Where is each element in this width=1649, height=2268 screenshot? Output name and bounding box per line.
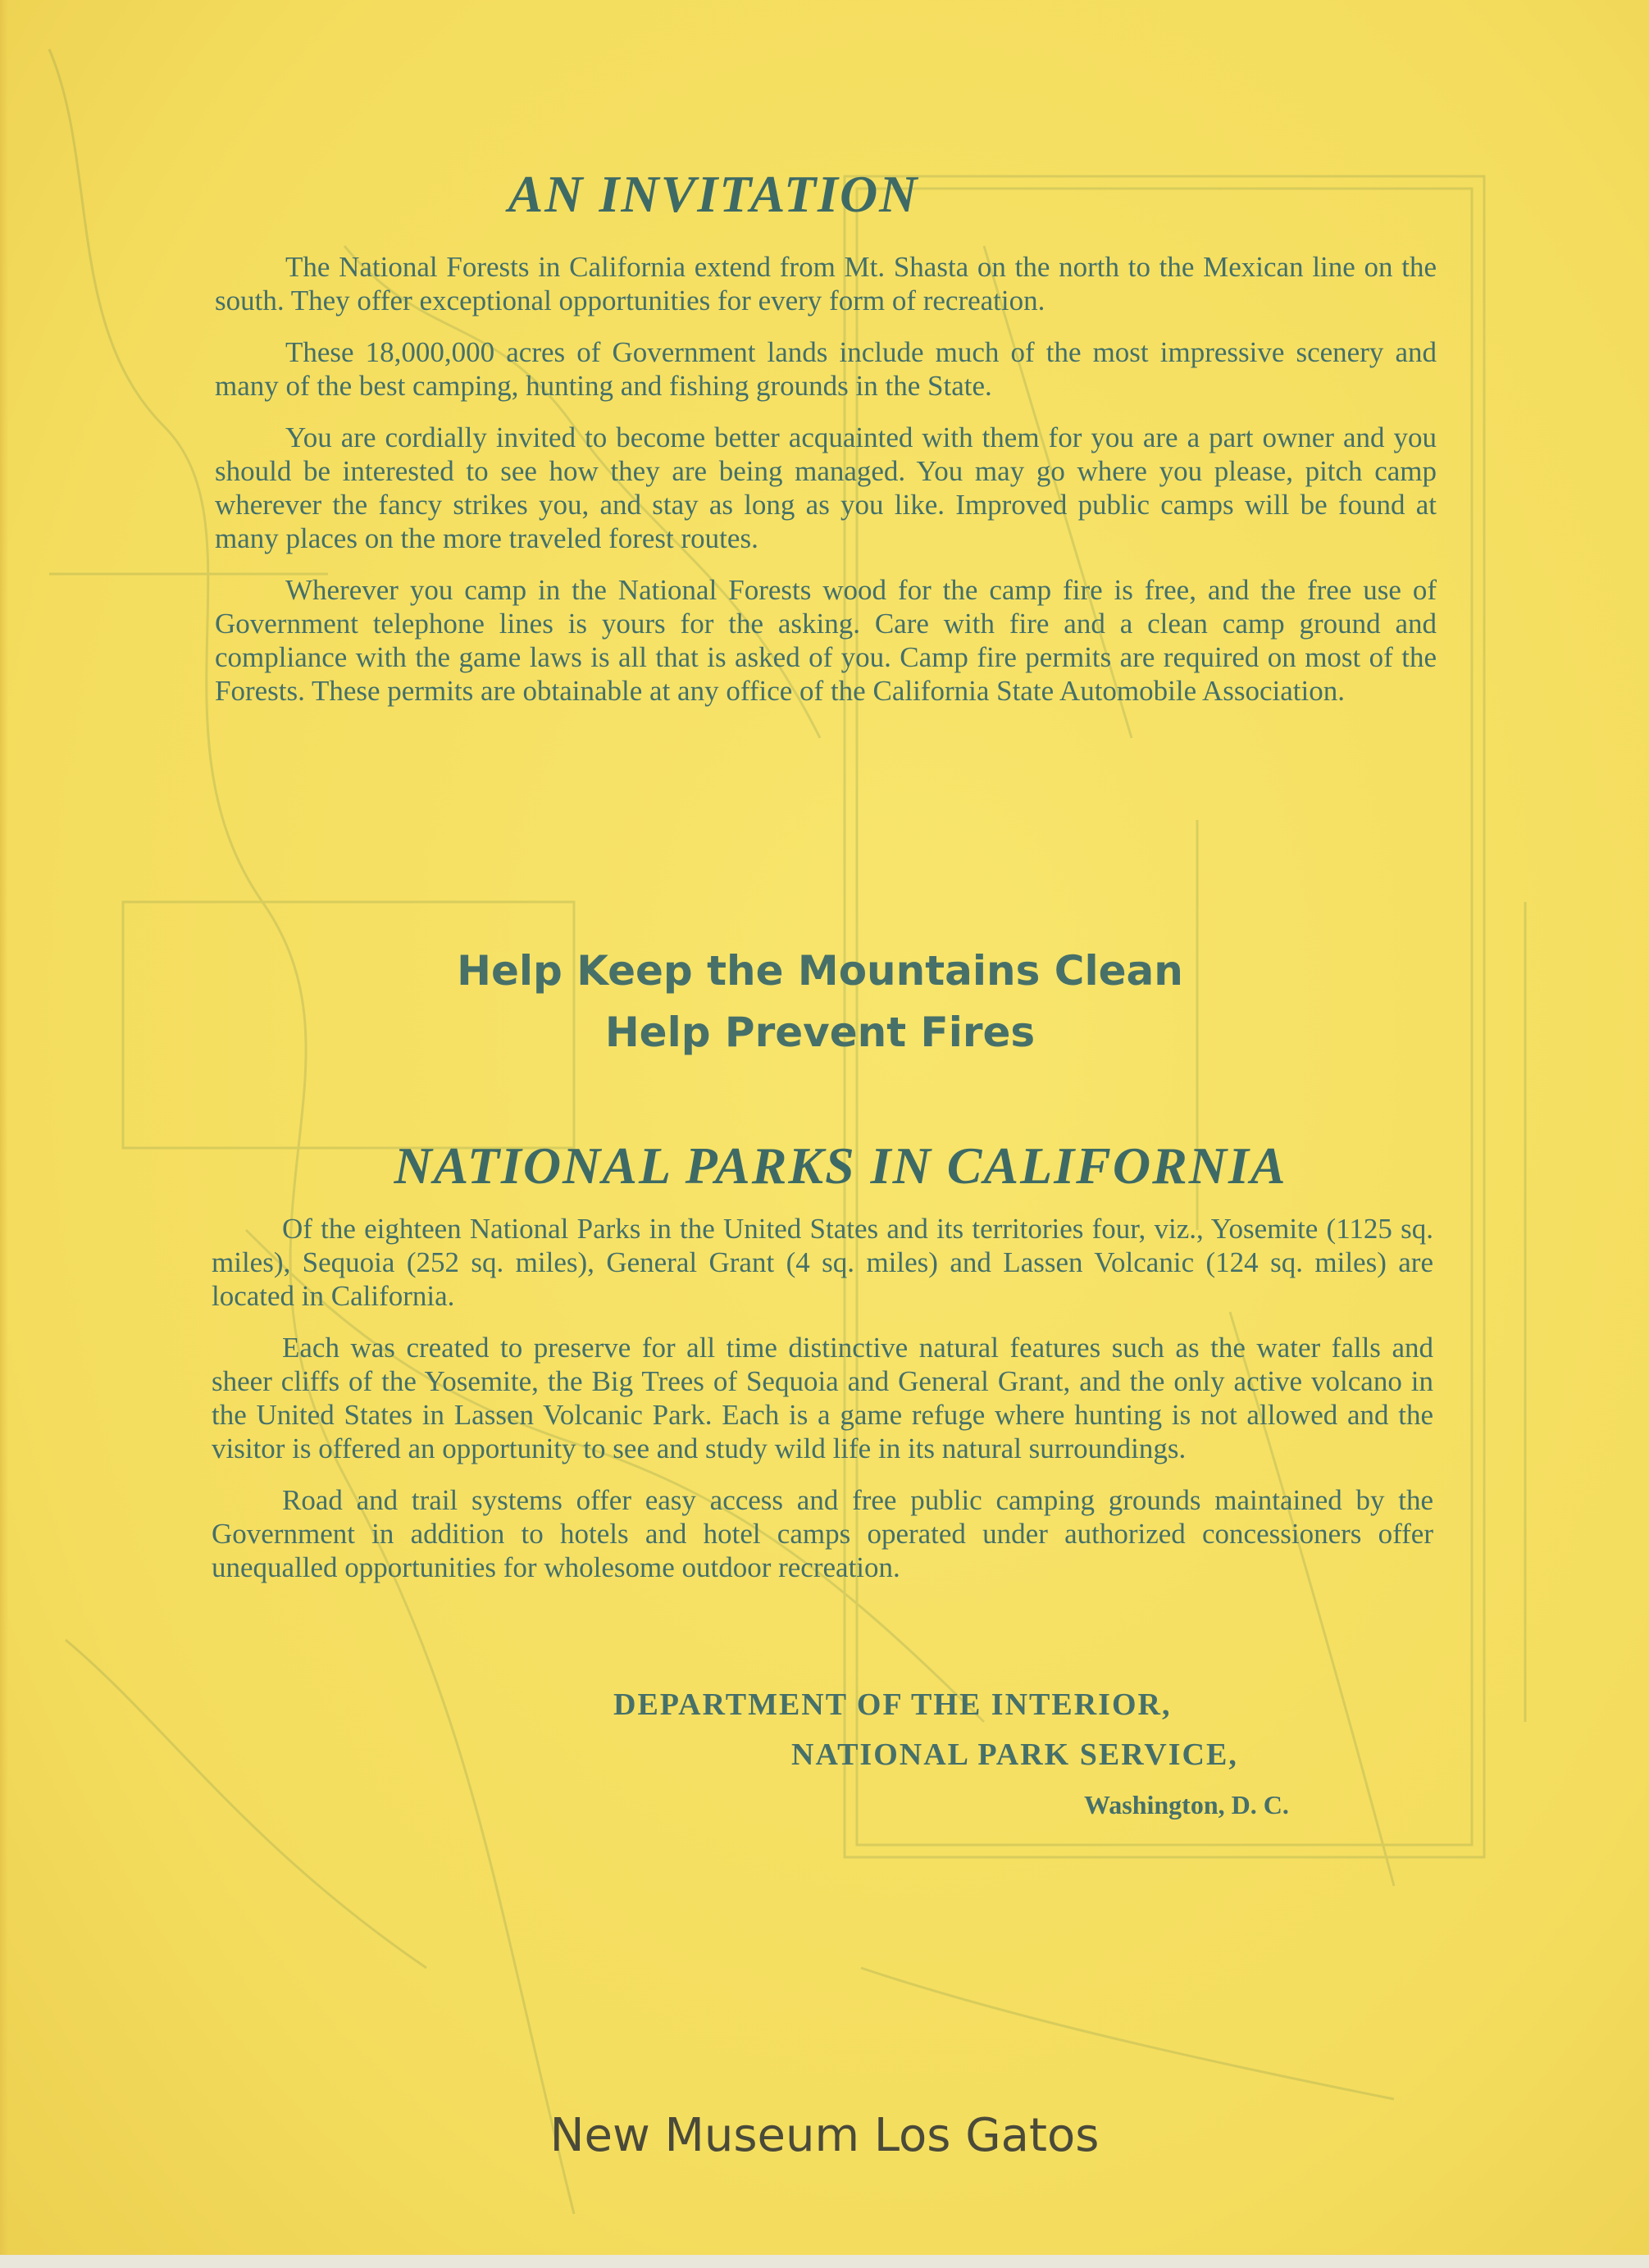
paper-edge-shadow [0,0,8,2268]
parks-title: NATIONAL PARKS IN CALIFORNIA [394,1136,1287,1195]
parks-paragraph: Of the eighteen National Parks in the United States and its territories four, viz., Yosemite (1125 sq. miles), Sequoia (252 sq. miles), General Grant (4 sq. miles) and Lassen Volcanic (124 sq. miles) are located in California. [212,1213,1433,1312]
parks-paragraph: Road and trail systems offer easy access and free public camping grounds maintained by the Government in addition to hotels and hotel camps operated under authorized concessioners offer unequalled opportunities for wholesome outdoor recreation. [212,1484,1433,1583]
invitation-title: AN INVITATION [508,165,919,223]
invitation-paragraph: Wherever you camp in the National Forests wood for the camp fire is free, and the free use of Government telephone lines is yours for the asking. Care with fire and a clean camp ground and compliance with the game laws is all that is asked of you. Camp fire permits are required on most of the Forests. These permits are obtainable at any office of the California State Automobile Association. [215,574,1437,707]
parks-paragraph: Each was created to preserve for all time distinctive natural features such as the water falls and sheer cliffs of the Yosemite, the Big Trees of Sequoia and General Grant, and the only active volcano in the United States in Lassen Volcanic Park. Each is a game refuge where hunting is not allowed and the visitor is offered an opportunity to see and study wild life in its natural surroundings. [212,1332,1433,1464]
parks-body [212,1212,1433,1602]
slogan-prevent-fires: Help Prevent Fires [604,1009,1036,1056]
slogan-mountains-clean: Help Keep the Mountains Clean [457,947,1183,995]
invitation-body [215,250,1437,726]
museum-watermark: New Museum Los Gatos [549,2109,1100,2162]
scan-bottom-edge [0,2255,1649,2268]
signature-location: Washington, D. C. [1084,1790,1289,1819]
signature-department: DEPARTMENT OF THE INTERIOR, [613,1687,1172,1722]
invitation-paragraph: You are cordially invited to become better acquainted with them for you are a part owner and you should be interested to see how they are being managed. You may go where you please, pitch camp wherever the fancy strikes you, and stay as long as you like. Improved public camps will be found at many places on the more traveled forest routes. [215,421,1437,554]
signature-service: NATIONAL PARK SERVICE, [791,1737,1238,1772]
invitation-paragraph: These 18,000,000 acres of Government lands include much of the most impressive scenery and many of the best camping, hunting and fishing grounds in the State. [215,336,1437,402]
invitation-paragraph: The National Forests in California extend from Mt. Shasta on the north to the Mexican line on the south. They offer exceptional opportunities for every form of recreation. [215,251,1437,317]
